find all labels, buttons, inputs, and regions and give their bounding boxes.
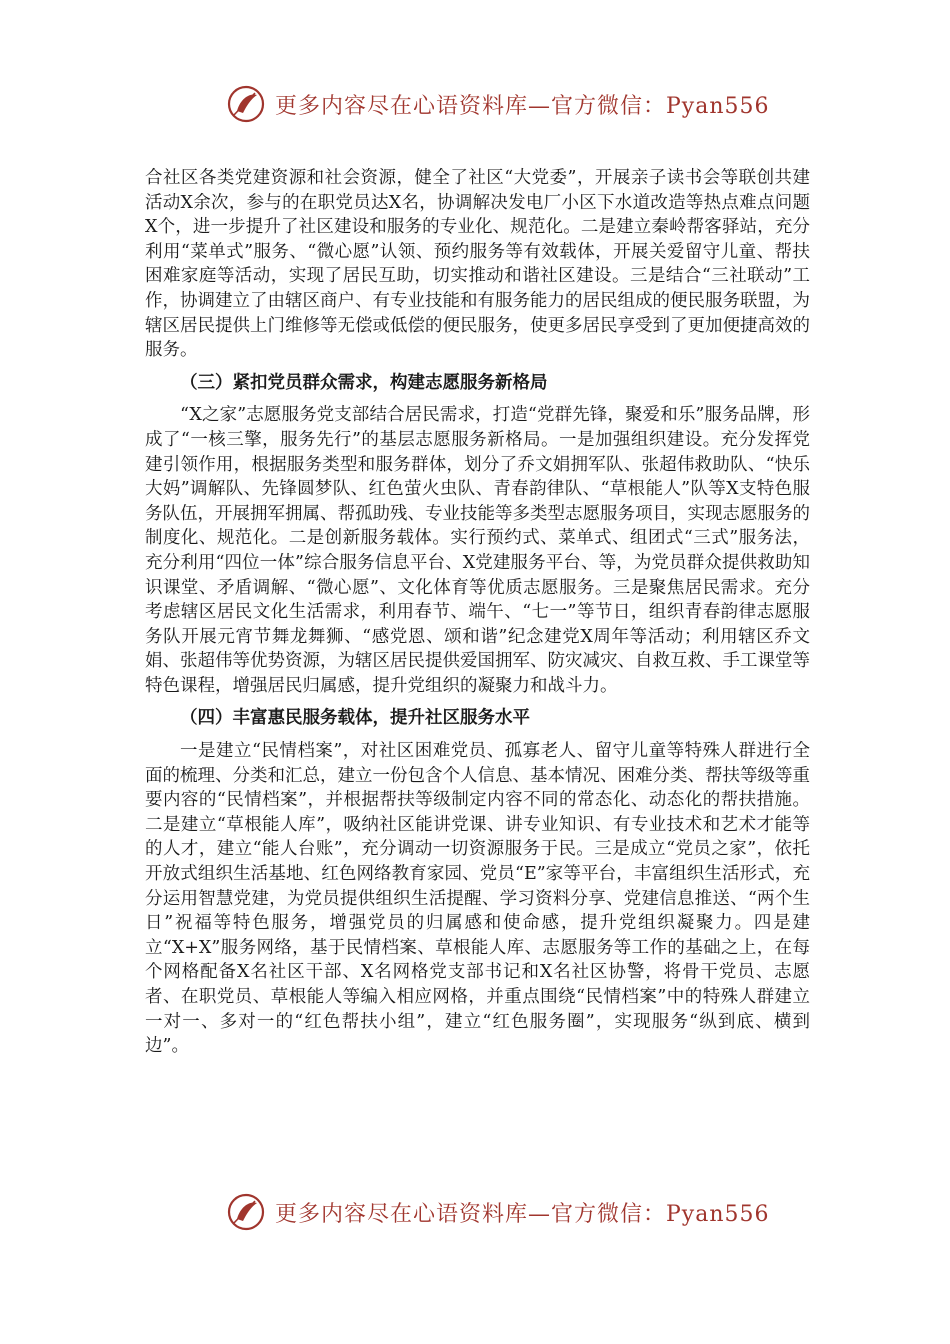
document-body xyxy=(145,166,810,1059)
brand-logo-icon xyxy=(225,1191,267,1233)
footer-watermark-banner xyxy=(225,1188,770,1236)
paragraph-volunteer-service: “X之家”志愿服务党支部结合居民需求，打造“党群先锋，聚爱和乐”服务品牌，形成了“一核三擎，服务先行”的基层志愿服务新格局。一是加强组织建设。充分发挥党建引领作用，根据服务类型和服务群体，划分了乔文娟拥军队、张超伟救助队、“快乐大妈”调解队、先锋圆梦队、红色萤火虫队、青春韵律队、“草根能人”队等X支特色服务队伍，开展拥军拥属、帮孤助残、专业技能等多类型志愿服务项目，实现志愿服务的制度化、规范化。二是创新服务载体。实行预约式、菜单式、组团式“三式”服务法，充分利用“四位一体”综合服务信息平台、X党建服务平台、等，为党员群众提供救助知识课堂、矛盾调解、“微心愿”、文化体育等优质志愿服务。三是聚焦居民需求。充分考虑辖区居民文化生活需求，利用春节、端午、“七一”等节日，组织青春韵律志愿服务队开展元宵节舞龙舞狮、“感党恩、颂和谐”纪念建党X周年等活动；利用辖区乔文娟、张超伟等优势资源，为辖区居民提供爱国拥军、防灾减灾、自救互救、手工课堂等特色课程，增强居民归属感，提升党组织的凝聚力和战斗力。 xyxy=(145,405,810,696)
section-heading-3: （三）紧扣党员群众需求，构建志愿服务新格局 xyxy=(180,372,548,393)
section-heading-4: （四）丰富惠民服务载体，提升社区服务水平 xyxy=(180,708,530,729)
paragraph-continuation: 合社区各类党建资源和社会资源，健全了社区“大党委”，开展亲子读书会等联创共建活动X余次，参与的在职党员达X名，协调解决发电厂小区下水道改造等热点难点问题X个，进一步提升了社区建设和服务的专业化、规范化。二是建立秦岭帮客驿站，充分利用“菜单式”服务、“微心愿”认领、预约服务等有效载体，开展关爱留守儿童、帮扶困难家庭等活动，实现了居民互助，切实推动和谐社区建设。三是结合“三社联动”工作，协调建立了由辖区商户、有专业技能和有服务能力的居民组成的便民服务联盟，为辖区居民提供上门维修等无偿或低偿的便民服务，使更多居民享受到了更加便捷高效的服务。 xyxy=(145,168,810,361)
paragraph-service-carriers: 一是建立“民情档案”，对社区困难党员、孤寡老人、留守儿童等特殊人群进行全面的梳理、分类和汇总，建立一份包含个人信息、基本情况、困难分类、帮扶等级等重要内容的“民情档案”，并根据帮扶等级制定内容不同的常态化、动态化的帮扶措施。二是建立“草根能人库”，吸纳社区能讲党课、讲专业知识、有专业技术和艺术才能等的人才，建立“能人台账”，充分调动一切资源服务于民。三是成立“党员之家”，依托开放式组织生活基地、红色网络教育家园、党员“E”家等平台，丰富组织生活形式，充分运用智慧党建，为党员提供组织生活提醒、学习资料分享、党建信息推送、“两个生日”祝福等特色服务，增强党员的归属感和使命感，提升党组织凝聚力。四是建立“X+X”服务网络，基于民情档案、草根能人库、志愿服务等工作的基础之上，在每个网格配备X名社区干部、X名网格党支部书记和X名社区协警，将骨干党员、志愿者、在职党员、草根能人等编入相应网格，并重点围绕“民情档案”中的特殊人群建立一对一、多对一的“红色帮扶小组”，建立“红色服务圈”，实现服务“纵到底、横到边”。 xyxy=(145,741,810,1057)
brand-logo-icon xyxy=(225,83,267,125)
header-watermark-banner xyxy=(225,80,770,128)
watermark-text: 更多内容尽在心语资料库—官方微信：Pyan556 xyxy=(275,1201,770,1227)
watermark-text: 更多内容尽在心语资料库—官方微信：Pyan556 xyxy=(275,93,770,119)
